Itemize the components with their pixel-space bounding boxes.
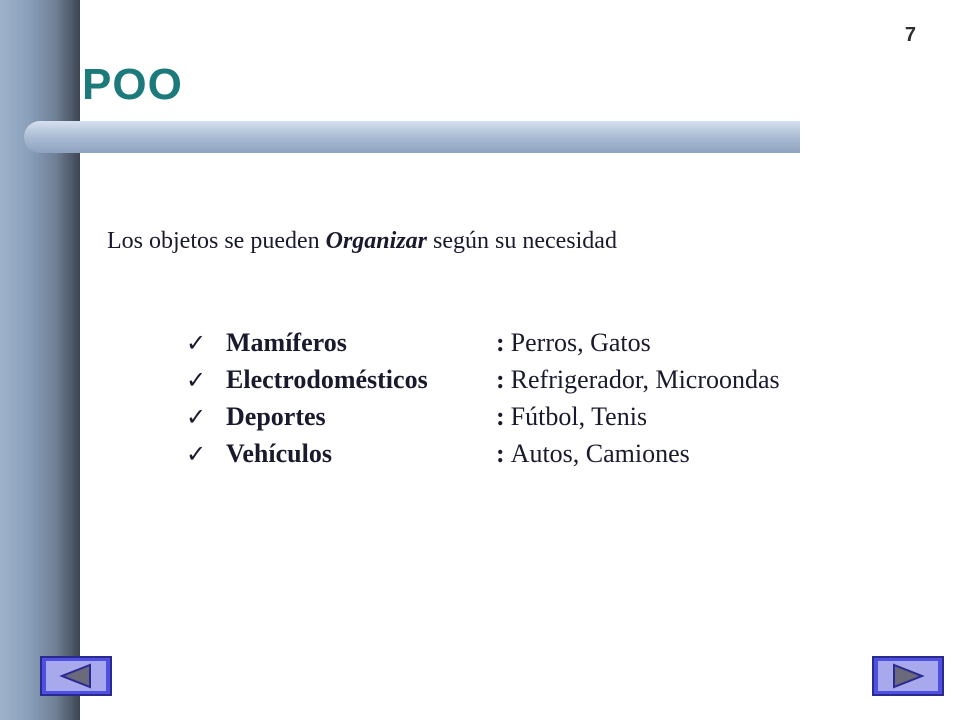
- item-examples: Perros, Gatos: [510, 328, 651, 357]
- next-slide-button[interactable]: [872, 656, 944, 696]
- intro-text: [107, 228, 617, 255]
- intro-emphasis: Organizar: [325, 228, 427, 254]
- item-category: Mamíferos: [226, 328, 347, 357]
- left-triangle-icon: [56, 663, 96, 689]
- item-examples: Refrigerador, Microondas: [510, 365, 780, 394]
- item-separator: :: [496, 328, 505, 357]
- page-number: 7: [904, 24, 916, 46]
- item-separator: :: [496, 402, 505, 431]
- left-side-bar: [0, 0, 80, 720]
- checkmark-icon: ✓: [186, 403, 207, 431]
- list-item: [186, 328, 780, 365]
- previous-slide-button[interactable]: [40, 656, 112, 696]
- checkmark-icon: ✓: [186, 366, 207, 394]
- item-separator: :: [496, 365, 505, 394]
- item-examples: Autos, Camiones: [510, 439, 690, 468]
- intro-before: Los objetos se pueden: [107, 228, 326, 254]
- previous-button-face: [46, 661, 106, 691]
- category-list: [186, 328, 780, 476]
- checkmark-icon: ✓: [186, 440, 207, 468]
- item-category: Deportes: [226, 402, 326, 431]
- item-separator: :: [496, 439, 505, 468]
- list-item: [186, 402, 780, 439]
- right-triangle-icon: [888, 663, 928, 689]
- intro-after: según su necesidad: [427, 228, 617, 254]
- next-button-face: [878, 661, 938, 691]
- item-category: Electrodomésticos: [226, 365, 428, 394]
- list-item: [186, 439, 780, 476]
- list-item: [186, 365, 780, 402]
- item-category: Vehículos: [226, 439, 332, 468]
- checkmark-icon: ✓: [186, 329, 207, 357]
- title-underline-bar: [24, 121, 800, 153]
- slide-title: POO: [82, 60, 183, 109]
- item-examples: Fútbol, Tenis: [510, 402, 648, 431]
